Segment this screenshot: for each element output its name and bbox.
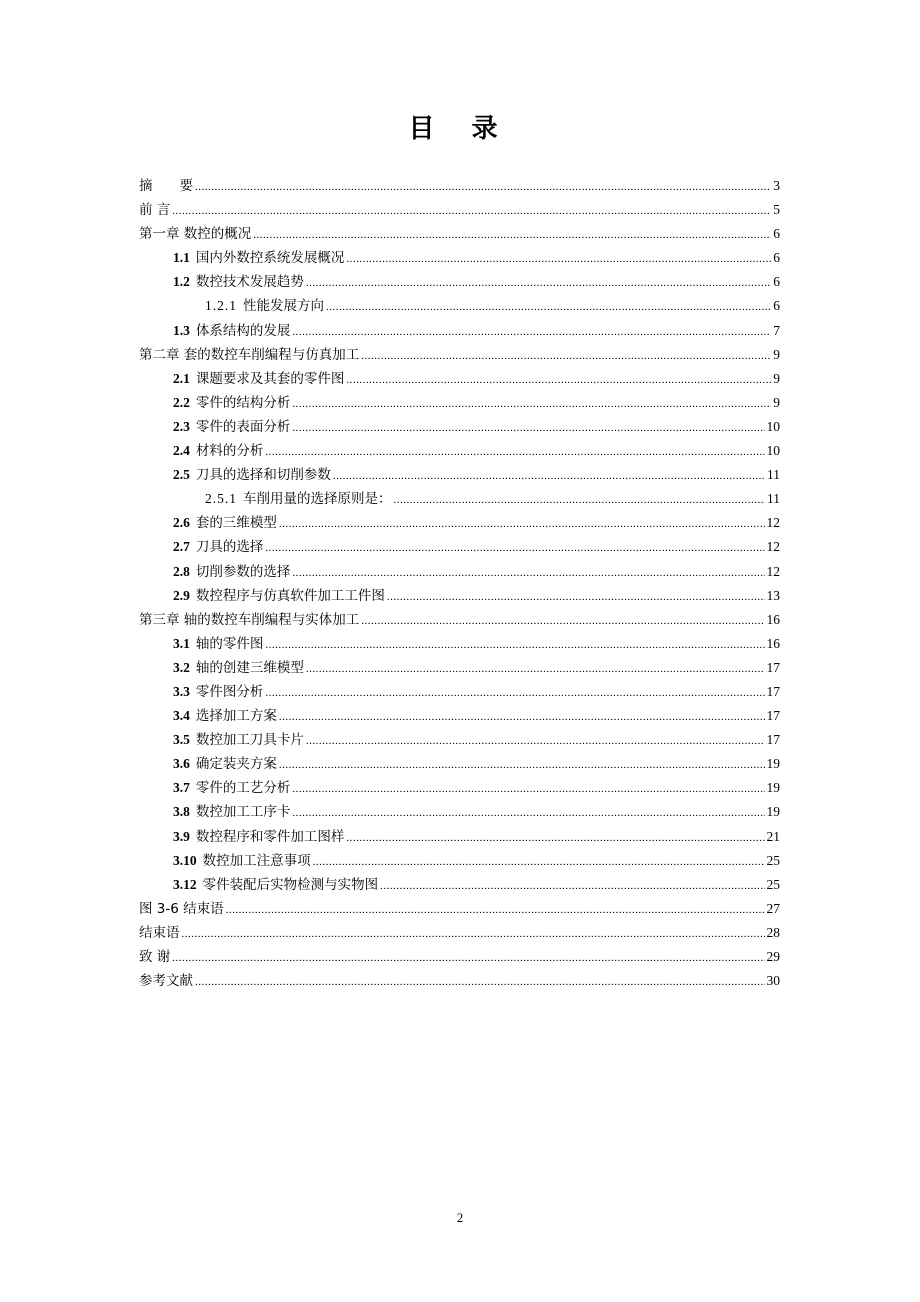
dot-leader (195, 175, 771, 199)
toc-entry[interactable] (139, 270, 780, 294)
toc-entry[interactable] (139, 463, 780, 487)
toc-entry-page: 12 (766, 539, 780, 555)
toc-entry-title: 前 言 (139, 202, 171, 219)
toc-entry-title: 材料的分析 (195, 443, 264, 460)
toc-entry-page: 6 (773, 250, 780, 266)
toc-entry-page: 19 (766, 804, 780, 820)
toc-entry-title: 图 3-6 结束语 (139, 900, 224, 917)
toc-entry-title: 数控程序与仿真软件加工工件图 (195, 587, 385, 604)
dot-leader (361, 344, 771, 368)
dot-leader (292, 801, 764, 825)
toc-entry-number: 2.2 (173, 394, 190, 410)
toc-entry-number: 3.2 (173, 659, 190, 675)
dot-leader (253, 223, 771, 247)
toc-entry-page: 6 (773, 226, 780, 242)
toc-entry[interactable] (139, 921, 780, 945)
dot-leader (292, 777, 764, 801)
dot-leader (265, 633, 764, 657)
toc-entry-number: 3.3 (173, 683, 190, 699)
toc-entry-page: 16 (766, 611, 780, 627)
toc-entry-page: 27 (766, 900, 780, 916)
dot-leader (279, 753, 765, 777)
toc-entry[interactable] (139, 174, 780, 198)
toc-entry-page: 6 (773, 274, 780, 290)
toc-entry[interactable] (139, 656, 780, 680)
toc-entry-title: 刀具的选择 (195, 539, 264, 556)
toc-entry-number: 1.3 (173, 322, 190, 338)
toc-entry-number: 3.1 (173, 635, 190, 651)
dot-leader (172, 199, 771, 223)
dot-leader (195, 970, 765, 994)
page-title: 目 录 (408, 114, 512, 144)
toc-entry-number: 2.6 (173, 515, 190, 531)
toc-entry[interactable] (139, 391, 780, 415)
toc-entry-page: 16 (766, 635, 780, 651)
dot-leader (394, 488, 766, 512)
toc-entry[interactable] (139, 608, 780, 632)
toc-entry[interactable] (139, 487, 780, 511)
toc-entry[interactable] (139, 415, 780, 439)
dot-leader (279, 512, 765, 536)
toc-entry[interactable] (139, 319, 780, 343)
toc-entry-page: 5 (773, 202, 780, 218)
toc-entry-page: 17 (766, 708, 780, 724)
toc-entry-page: 25 (766, 876, 780, 892)
toc-entry-page: 21 (766, 828, 780, 844)
dot-leader (182, 922, 765, 946)
toc-entry[interactable] (139, 511, 780, 535)
toc-entry-title: 国内外数控系统发展概况 (195, 250, 345, 267)
toc-entry-page: 17 (766, 683, 780, 699)
toc-entry-page: 7 (773, 322, 780, 338)
toc-entry-title: 数控加工刀具卡片 (195, 732, 304, 749)
toc-entry-number: 2.1 (173, 370, 190, 386)
toc-entry[interactable] (139, 246, 780, 270)
dot-leader (292, 416, 764, 440)
toc-entry-number: 3.6 (173, 756, 190, 772)
toc-entry-page: 12 (766, 563, 780, 579)
toc-entry-page: 29 (766, 949, 780, 964)
toc-entry[interactable] (139, 704, 780, 728)
toc-entry-title: 车削用量的选择原则是： (243, 491, 392, 508)
toc-entry-title: 第一章 数控的概况 (139, 226, 252, 243)
toc-entry-title: 零件的结构分析 (195, 394, 291, 411)
toc-entry-title: 结束语 (139, 924, 180, 941)
toc-entry[interactable] (139, 728, 780, 752)
toc-entry-page: 9 (773, 346, 780, 362)
toc-entry-title: 体系结构的发展 (195, 322, 291, 339)
toc-entry-title: 套的三维模型 (195, 515, 277, 532)
dot-leader (387, 585, 765, 609)
toc-entry[interactable] (139, 800, 780, 824)
toc-entry-title: 刀具的选择和切削参数 (195, 467, 331, 484)
dot-leader (346, 368, 771, 392)
page-number: 2 (456, 1210, 464, 1225)
toc-entry-number: 3.8 (173, 804, 190, 820)
toc-entry-number: 3.5 (173, 732, 190, 748)
toc-entry[interactable] (139, 680, 780, 704)
toc-entry[interactable] (139, 776, 780, 800)
dot-leader (279, 705, 765, 729)
toc-entry-page: 11 (767, 491, 780, 507)
toc-entry-title: 数控技术发展趋势 (195, 274, 304, 291)
toc-entry-number: 2.9 (173, 587, 190, 603)
dot-leader (226, 898, 765, 922)
toc-entry-title: 零件的工艺分析 (195, 780, 291, 797)
toc-entry-title: 第二章 套的数控车削编程与仿真加工 (139, 346, 360, 363)
toc-entry-number: 3.9 (173, 828, 190, 844)
toc-entry-title: 第三章 轴的数控车削编程与实体加工 (139, 611, 360, 628)
toc-entry-title: 性能发展方向 (243, 298, 324, 315)
toc-entry-page: 11 (767, 467, 780, 483)
toc-entry-page: 3 (773, 178, 780, 193)
toc-entry[interactable] (139, 873, 780, 897)
dot-leader (292, 561, 764, 585)
toc-entry-number: 1.1 (173, 250, 190, 266)
toc-entry-page: 30 (766, 973, 780, 989)
toc-entry[interactable] (139, 222, 780, 246)
toc-entry[interactable] (139, 945, 780, 969)
toc-entry-page: 12 (766, 515, 780, 531)
dot-leader (306, 657, 765, 681)
toc-entry-title: 选择加工方案 (195, 708, 277, 725)
toc-entry-title: 致 谢 (139, 949, 171, 965)
toc-entry-number: 1.2.1 (205, 298, 237, 314)
toc-entry-page: 17 (766, 732, 780, 748)
toc-entry-number: 2.7 (173, 539, 190, 555)
toc-entry[interactable] (139, 439, 780, 463)
dot-leader (265, 681, 764, 705)
dot-leader (306, 729, 765, 753)
toc-entry-page: 10 (766, 418, 780, 434)
toc-entry-number: 3.4 (173, 708, 190, 724)
dot-leader (313, 850, 765, 874)
toc-entry[interactable] (139, 535, 780, 559)
toc-entry-page: 17 (766, 659, 780, 675)
toc-entry[interactable] (139, 632, 780, 656)
toc-entry-title: 数控加工注意事项 (202, 852, 311, 869)
dot-leader (346, 826, 764, 850)
dot-leader (306, 271, 771, 295)
toc-entry-number: 1.2 (173, 274, 190, 290)
toc-entry-number: 3.10 (173, 852, 197, 868)
toc-entry-page: 19 (766, 780, 780, 796)
toc-entry-number: 3.7 (173, 780, 190, 796)
dot-leader (346, 247, 771, 271)
toc-entry-number: 3.12 (173, 876, 197, 892)
toc-entry-page: 6 (773, 298, 780, 314)
toc-entry-page: 9 (773, 394, 780, 410)
toc-entry-title: 零件的表面分析 (195, 418, 291, 435)
toc-entry[interactable] (139, 969, 780, 993)
dot-leader (380, 874, 764, 898)
toc-entry-page: 19 (766, 756, 780, 772)
toc-entry-title: 参考文献 (139, 973, 193, 990)
toc-entry-title: 切削参数的选择 (195, 563, 291, 580)
toc-entry-title: 数控程序和零件加工图样 (195, 828, 345, 845)
toc-entry-title: 零件装配后实物检测与实物图 (202, 876, 379, 893)
toc-entry-number: 2.5 (173, 467, 190, 483)
toc-entry-number: 2.8 (173, 563, 190, 579)
toc-entry-title: 轴的创建三维模型 (195, 659, 304, 676)
toc-entry-number: 2.3 (173, 418, 190, 434)
toc-entry-title: 确定装夹方案 (195, 756, 277, 773)
toc-entry[interactable] (139, 897, 780, 921)
toc-entry[interactable] (139, 849, 780, 873)
toc-entry[interactable] (139, 584, 780, 608)
toc-entry[interactable] (139, 825, 780, 849)
dot-leader (292, 320, 771, 344)
toc-entry-page: 25 (766, 852, 780, 868)
toc-entry[interactable] (139, 343, 780, 367)
toc-entry-title: 课题要求及其套的零件图 (195, 370, 345, 387)
toc-entry-page: 9 (773, 370, 780, 386)
dot-leader (265, 536, 764, 560)
dot-leader (265, 440, 764, 464)
toc-entry-title: 零件图分析 (195, 683, 264, 700)
toc-entry[interactable] (139, 752, 780, 776)
toc-entry-title: 摘 要 (139, 178, 193, 194)
toc-entry[interactable] (139, 560, 780, 584)
dot-leader (292, 392, 771, 416)
toc-entry[interactable] (139, 198, 780, 222)
toc-entry-number: 2.4 (173, 443, 190, 459)
toc-entry-page: 28 (766, 924, 780, 940)
dot-leader (333, 464, 765, 488)
dot-leader (326, 295, 771, 319)
dot-leader (172, 946, 764, 970)
table-of-contents (139, 174, 780, 993)
toc-entry[interactable] (139, 294, 780, 318)
toc-entry[interactable] (139, 367, 780, 391)
toc-entry-number: 2.5.1 (205, 491, 237, 507)
dot-leader (361, 609, 764, 633)
toc-entry-title: 轴的零件图 (195, 635, 264, 652)
toc-entry-title: 数控加工工序卡 (195, 804, 291, 821)
toc-entry-page: 10 (766, 443, 780, 459)
toc-entry-page: 13 (766, 587, 780, 603)
